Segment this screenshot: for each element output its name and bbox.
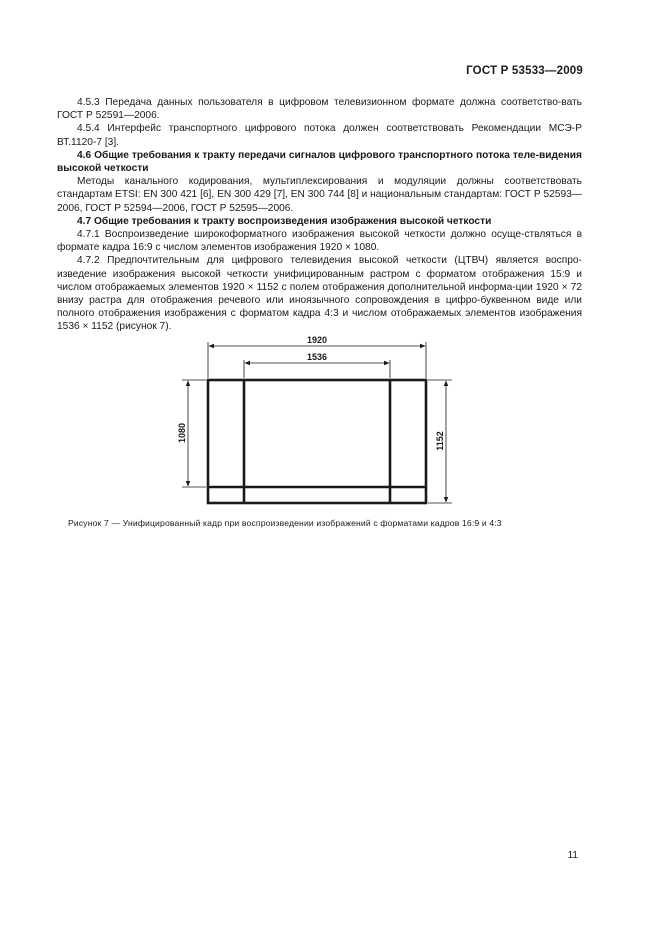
outer-frame-1920x1152 [208, 380, 426, 503]
paragraph-4-5-3: 4.5.3 Передача данных пользователя в цифровом телевизионном формате должна соответство-вать ГОСТ Р 52591—2006. [57, 97, 582, 122]
dimension-label-1536: 1536 [306, 352, 328, 362]
section-heading-4-7: 4.7 Общие требования к тракту воспроизведения изображения высокой четкости [77, 215, 492, 227]
dimension-label-1152: 1152 [435, 431, 445, 451]
frame-diagram [170, 330, 470, 510]
document-body [57, 96, 582, 334]
figure-caption: Рисунок 7 — Унифицированный кадр при воспроизведении изображений с форматами кадров 16:9 и 4:3 [68, 518, 502, 528]
section-heading-4-6: 4.6 Общие требования к тракту передачи сигналов цифрового транспортного потока теле-видения высокой четкости [57, 149, 582, 175]
figure-7-unified-frame [170, 330, 470, 510]
dimension-label-1920: 1920 [306, 335, 328, 345]
paragraph-4-7-1: 4.7.1 Воспроизведение широкоформатного изображения высокой четкости должно осуще-ствляться в формате кадра 16:9 с числом элементов изображения 1920 × 1080. [57, 229, 582, 254]
page-number: 11 [567, 850, 578, 861]
paragraph-4-6-body: Методы канального кодирования, мультиплексирования и модуляции должны соответствовать стандартам ETSI: EN 300 421 [6], EN 300 429 [7], EN 300 744 [8] и национальным стандартам: ГОСТ Р 52593—2006, ГОСТ Р 52594—2006, ГОСТ Р 52595—2006. [57, 176, 582, 214]
paragraph-4-7-2: 4.7.2 Предпочтительным для цифрового телевидения высокой четкости (ЦТВЧ) является воспро-изведение изображения высокой четкости унифицированным растром с форматом отображения 15:9 и числом отображаемых элементов 1920 × 1152 с полем отображения дополнительной информа-ции 1920 × 72 внизу растра для отображения речевого или иноязычного сопровождения в цифро-буквенном виде или полного отображения изображения с форматом кадра 4:3 и числом отображаемых элементов изображения 1536 × 1152 (рисунок 7). [57, 255, 582, 333]
document-header: ГОСТ Р 53533—2009 [466, 65, 583, 77]
paragraph-4-5-4: 4.5.4 Интерфейс транспортного цифрового потока должен соответствовать Рекомендации МСЭ-Р ВТ.1120-7 [3]. [57, 123, 582, 148]
dimension-label-1080: 1080 [177, 422, 187, 444]
